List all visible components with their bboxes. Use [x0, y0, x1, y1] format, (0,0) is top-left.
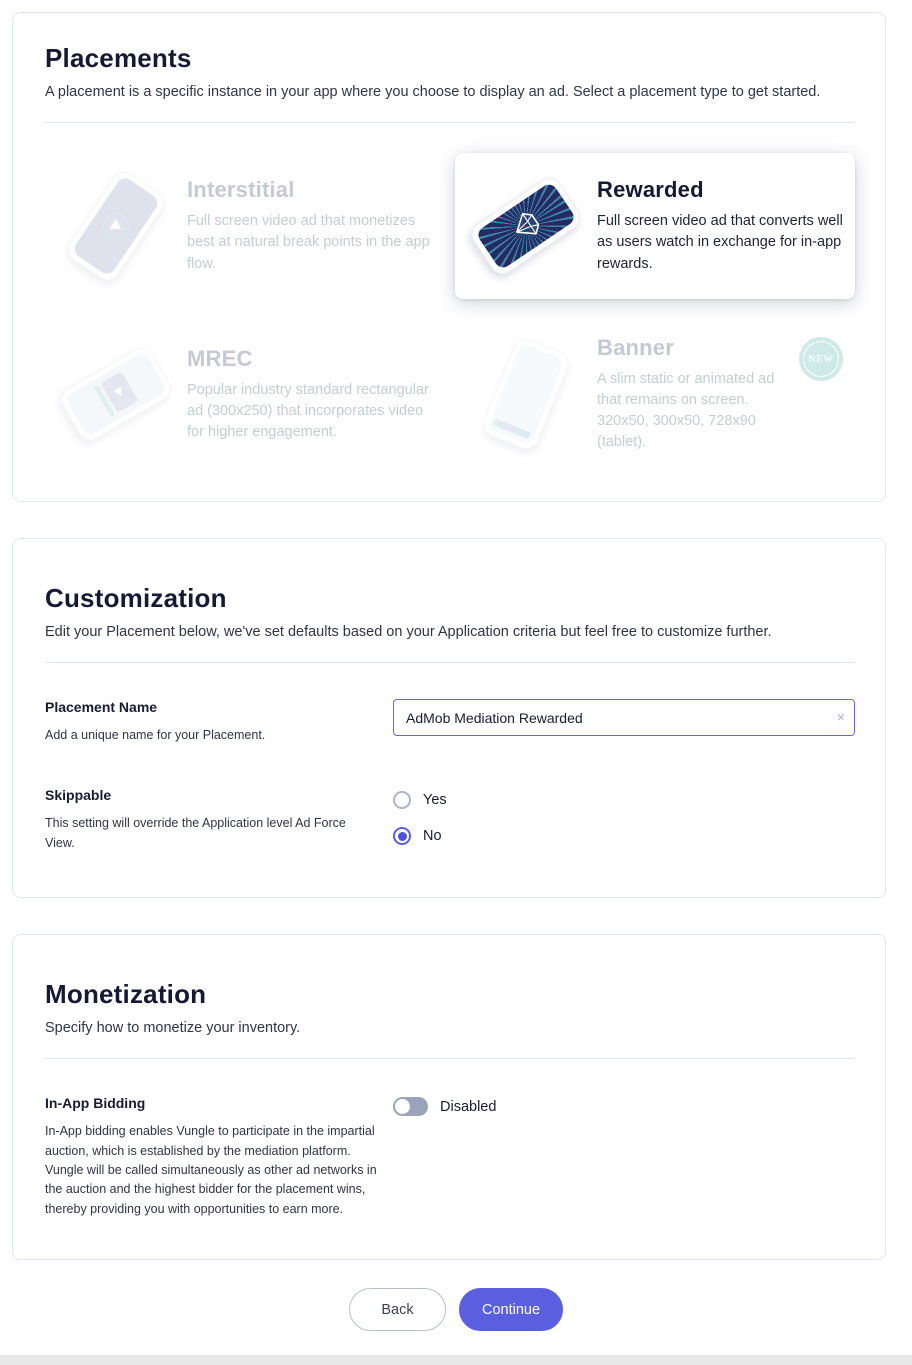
monetization-card — [12, 934, 886, 1260]
placement-option-rewarded[interactable] — [455, 153, 855, 299]
interstitial-title: Interstitial — [187, 177, 295, 203]
banner-description: A slim static or animated ad that remains on screen. 320x50, 300x50, 728x90 (tablet). — [597, 371, 775, 451]
monetization-subtitle: Specify how to monetize your inventory. — [45, 1020, 301, 1037]
rewarded-description: Full screen video ad that converts well as users watch in exchange for in-app rewards. — [597, 213, 843, 272]
gem-icon — [509, 209, 543, 244]
footer-actions — [0, 1288, 912, 1365]
clear-input-icon[interactable]: × — [836, 709, 845, 726]
back-button[interactable]: Back — [349, 1288, 446, 1331]
placements-subtitle: A placement is a specific instance in your app where you choose to display an ad. Select a placement type to get started. — [45, 84, 821, 100]
placement-name-label: Placement Name — [45, 699, 158, 716]
customization-card — [12, 538, 886, 898]
skippable-yes-label: Yes — [423, 792, 447, 809]
toggle-knob — [395, 1099, 410, 1114]
placement-option-interstitial[interactable] — [45, 153, 445, 299]
banner-title: Banner — [597, 335, 674, 360]
customization-subtitle: Edit your Placement below, we've set defaults based on your Application criteria but feel free to customize further. — [45, 624, 772, 641]
placement-option-mrec[interactable] — [45, 321, 445, 467]
skippable-no-label: No — [423, 828, 442, 845]
banner-phone-icon — [467, 335, 585, 453]
customization-title: Customization — [45, 583, 227, 614]
in-app-bidding-toggle[interactable] — [393, 1097, 428, 1116]
radio-circle-icon — [393, 827, 411, 845]
placement-options-grid — [45, 153, 855, 467]
rewarded-title: Rewarded — [597, 177, 704, 203]
rewarded-phone-icon — [467, 167, 585, 285]
placements-card — [12, 12, 886, 502]
interstitial-description: Full screen video ad that monetizes best at natural break points in the app flow. — [187, 213, 430, 272]
in-app-bidding-helper: In-App bidding enables Vungle to participate in the impartial auction, which is established by the mediation platform. Vungle will be called simultaneously as other ad networks in the auction and the highest bidder for the placement wins, thereby providing you with opportunities to earn more. — [45, 1124, 377, 1216]
continue-button[interactable]: Continue — [459, 1288, 563, 1331]
placement-name-row — [45, 699, 855, 745]
mrec-description: Popular industry standard rectangular ad (300x250) that incorporates video for higher engagement. — [187, 381, 429, 440]
new-badge: NEW — [799, 337, 843, 381]
monetization-title: Monetization — [45, 979, 207, 1010]
skippable-label: Skippable — [45, 787, 112, 804]
in-app-bidding-state: Disabled — [440, 1098, 497, 1115]
in-app-bidding-row — [45, 1095, 855, 1219]
placement-name-input[interactable] — [393, 699, 855, 736]
mrec-phone-icon — [57, 335, 175, 453]
skippable-row — [45, 787, 855, 853]
interstitial-phone-icon — [57, 167, 175, 285]
divider — [45, 662, 855, 663]
radio-circle-icon — [393, 791, 411, 809]
skippable-yes-radio[interactable] — [393, 791, 855, 809]
skippable-no-radio[interactable] — [393, 827, 855, 845]
in-app-bidding-label: In-App Bidding — [45, 1095, 146, 1112]
placement-name-helper: Add a unique name for your Placement. — [45, 728, 266, 743]
divider — [45, 1058, 855, 1059]
placement-option-banner[interactable] — [455, 321, 855, 467]
skippable-helper: This setting will override the Application level Ad Force View. — [45, 816, 346, 850]
divider — [45, 122, 855, 123]
placements-title: Placements — [45, 43, 192, 73]
mrec-title: MREC — [187, 345, 253, 371]
bottom-strip — [0, 1355, 912, 1365]
